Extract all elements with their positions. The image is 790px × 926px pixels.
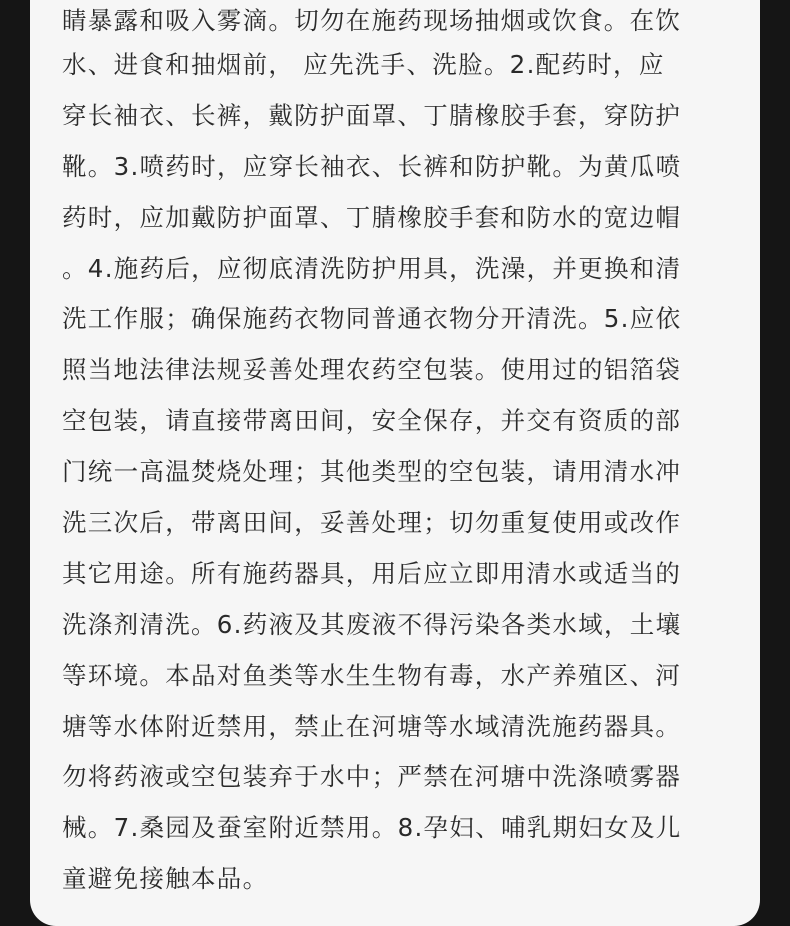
- content-card: [30, 0, 760, 926]
- text-line: 水、进食和抽烟前， 应先洗手、洗脸。2.配药时，应: [62, 49, 665, 79]
- text-line: 照当地法律法规妥善处理农药空包装。使用过的铝箔袋: [62, 355, 682, 385]
- text-line: 械。7.桑园及蚕室附近禁用。8.孕妇、哺乳期妇女及儿: [62, 813, 682, 843]
- text-line: 药时，应加戴防护面罩、丁腈橡胶手套和防水的宽边帽: [62, 202, 682, 232]
- text-line: 塘等水体附近禁用，禁止在河塘等水域清洗施药器具。: [62, 711, 682, 741]
- text-line: 洗三次后，带离田间，妥善处理；切勿重复使用或改作: [62, 507, 682, 537]
- text-line: 等环境。本品对鱼类等水生生物有毒，水产养殖区、河: [62, 660, 682, 690]
- text-line: 空包装，请直接带离田间，安全保存，并交有资质的部: [62, 406, 682, 436]
- text-line: 其它用途。所有施药器具，用后应立即用清水或适当的: [62, 558, 682, 588]
- text-line: 童避免接触本品。: [62, 864, 269, 894]
- text-line: 勿将药液或空包装弃于水中；严禁在河塘中洗涤喷雾器: [62, 762, 682, 792]
- text-line: 洗工作服；确保施药衣物同普通衣物分开清洗。5.应依: [62, 304, 682, 334]
- text-line: 靴。3.喷药时，应穿长袖衣、长裤和防护靴。为黄瓜喷: [62, 151, 682, 181]
- text-line: 穿长袖衣、长裤，戴防护面罩、丁腈橡胶手套，穿防护: [62, 100, 682, 130]
- text-line: 。4.施药后，应彻底清洗防护用具，洗澡，并更换和清: [62, 253, 682, 283]
- text-line: 洗涤剂清洗。6.药液及其废液不得污染各类水域，土壤: [62, 609, 682, 639]
- text-line: 门统一高温焚烧处理；其他类型的空包装，请用清水冲: [62, 457, 682, 487]
- text-line: 睛暴露和吸入雾滴。切勿在施药现场抽烟或饮食。在饮: [62, 5, 682, 35]
- precautions-text: [62, 0, 734, 903]
